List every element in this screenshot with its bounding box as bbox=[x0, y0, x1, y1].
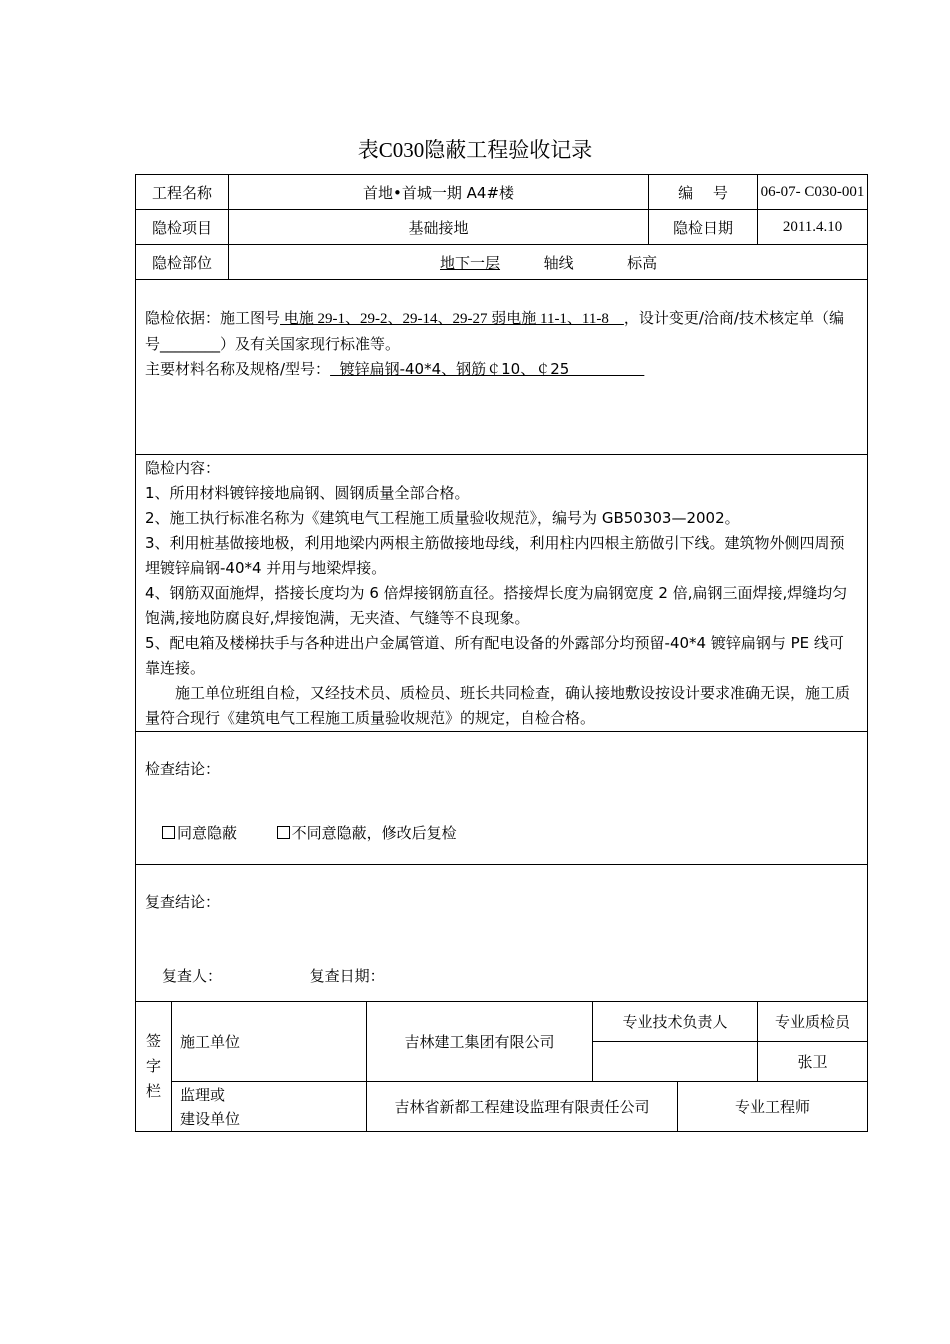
title-code: C030 bbox=[378, 138, 425, 162]
basis-after2: ）及有关国家现行标准等。 bbox=[220, 335, 401, 353]
tech-lead-signature bbox=[593, 1042, 758, 1082]
materials-label: 主要材料名称及规格/型号： bbox=[145, 360, 331, 378]
number-label: 编 号 bbox=[649, 175, 758, 210]
row-conclusion bbox=[136, 732, 868, 865]
part-value bbox=[229, 245, 868, 280]
basis-block bbox=[136, 280, 867, 357]
content-item: 4、钢筋双面施焊，搭接长度均为 6 倍焊接钢筋直径。搭接焊长度为扁钢宽度 2 倍,扁钢三面焊接,焊缝均匀饱满,接地防腐良好,焊接饱满，无夹渣、气缝等不良现象。 bbox=[145, 584, 848, 627]
basis-blank: ________ bbox=[160, 335, 221, 353]
title-prefix: 表 bbox=[357, 138, 379, 162]
materials-value: 镀锌扁钢-40*4、钢筋￠10、￠25 bbox=[330, 360, 645, 378]
basis-after: ，设计变更/洽商/技术核定单（编号 bbox=[145, 309, 844, 353]
construction-unit-label: 施工单位 bbox=[172, 1002, 367, 1082]
part-elevation: 标高 bbox=[627, 253, 658, 272]
qc-label-cell: 专业质检员 bbox=[758, 1002, 868, 1042]
part-axis: 轴线 bbox=[543, 253, 574, 272]
conclusion-options bbox=[136, 782, 867, 846]
content-item: 1、所用材料镀锌接地扁钢、圆钢质量全部合格。 bbox=[145, 484, 470, 502]
title-text: 隐蔽工程验收记录 bbox=[424, 138, 593, 162]
construction-company: 吉林建工集团有限公司 bbox=[367, 1002, 593, 1082]
row-review bbox=[136, 865, 868, 1002]
materials-line bbox=[136, 357, 867, 382]
date-label: 隐检日期 bbox=[649, 210, 758, 245]
project-name-label: 工程名称 bbox=[136, 175, 229, 210]
review-date-label: 复查日期： bbox=[309, 967, 385, 985]
engineer-label: 专业工程师 bbox=[678, 1082, 868, 1132]
row-content bbox=[136, 455, 868, 732]
review-signers bbox=[136, 915, 867, 989]
item-label: 隐检项目 bbox=[136, 210, 229, 245]
tech-lead-label: 专业技术负责人 bbox=[593, 1002, 758, 1042]
content-summary: 施工单位班组自检，又经技术员、质检员、班长共同检查，确认接地敷设按设计要求准确无误，施工质量符合现行《建筑电气工程施工质量验收规范》的规定，自检合格。 bbox=[145, 684, 851, 727]
supervision-company: 吉林省新都工程建设监理有限责任公司 bbox=[367, 1082, 678, 1132]
qc-name: 张卫 bbox=[758, 1042, 868, 1082]
reviewer-label: 复查人： bbox=[162, 967, 223, 985]
agree-label: 同意隐蔽 bbox=[177, 824, 238, 842]
row-part bbox=[136, 245, 868, 280]
content-item: 2、施工执行标准名称为《建筑电气工程施工质量验收规范》，编号为 GB50303—2002。 bbox=[145, 509, 740, 527]
signature-side-label: 签 字 栏 bbox=[136, 1002, 172, 1132]
supervision-unit-label: 监理或 建设单位 bbox=[172, 1082, 367, 1132]
row-basis bbox=[136, 280, 868, 455]
sig-row-3 bbox=[136, 1082, 868, 1132]
sig-row-1 bbox=[136, 1002, 868, 1042]
page-title bbox=[0, 134, 950, 164]
agree-checkbox[interactable] bbox=[162, 826, 175, 839]
content-block bbox=[136, 455, 867, 731]
number-value: 06-07- C030-001 bbox=[758, 175, 868, 210]
content-label: 隐检内容： bbox=[145, 459, 221, 477]
item-value: 基础接地 bbox=[229, 210, 649, 245]
row-item bbox=[136, 210, 868, 245]
row-project bbox=[136, 175, 868, 210]
basis-label: 隐检依据：施工图号 bbox=[145, 309, 281, 327]
content-item: 3、利用桩基做接地极，利用地梁内两根主筋做接地母线，利用柱内四根主筋做引下线。建筑物外侧四周预埋镀锌扁钢-40*4 并用与地梁焊接。 bbox=[145, 534, 845, 577]
part-floor: 地下一层 bbox=[440, 253, 501, 272]
project-name-value: 首地•首城一期 A4#楼 bbox=[229, 175, 649, 210]
date-value: 2011.4.10 bbox=[758, 210, 868, 245]
basis-drawings: 电施 29-1、29-2、29-14、29-27 弱电施 11-1、11-8 bbox=[280, 311, 624, 327]
review-label: 复查结论： bbox=[145, 893, 221, 911]
inspection-form bbox=[135, 174, 868, 1132]
conclusion-label: 检查结论： bbox=[145, 760, 221, 778]
part-label: 隐检部位 bbox=[136, 245, 229, 280]
disagree-checkbox[interactable] bbox=[277, 826, 290, 839]
disagree-label: 不同意隐蔽，修改后复检 bbox=[291, 824, 457, 842]
content-item: 5、配电箱及楼梯扶手与各种进出户金属管道、所有配电设备的外露部分均预留-40*4 镀锌扁钢与 PE 线可靠连接。 bbox=[145, 634, 844, 677]
